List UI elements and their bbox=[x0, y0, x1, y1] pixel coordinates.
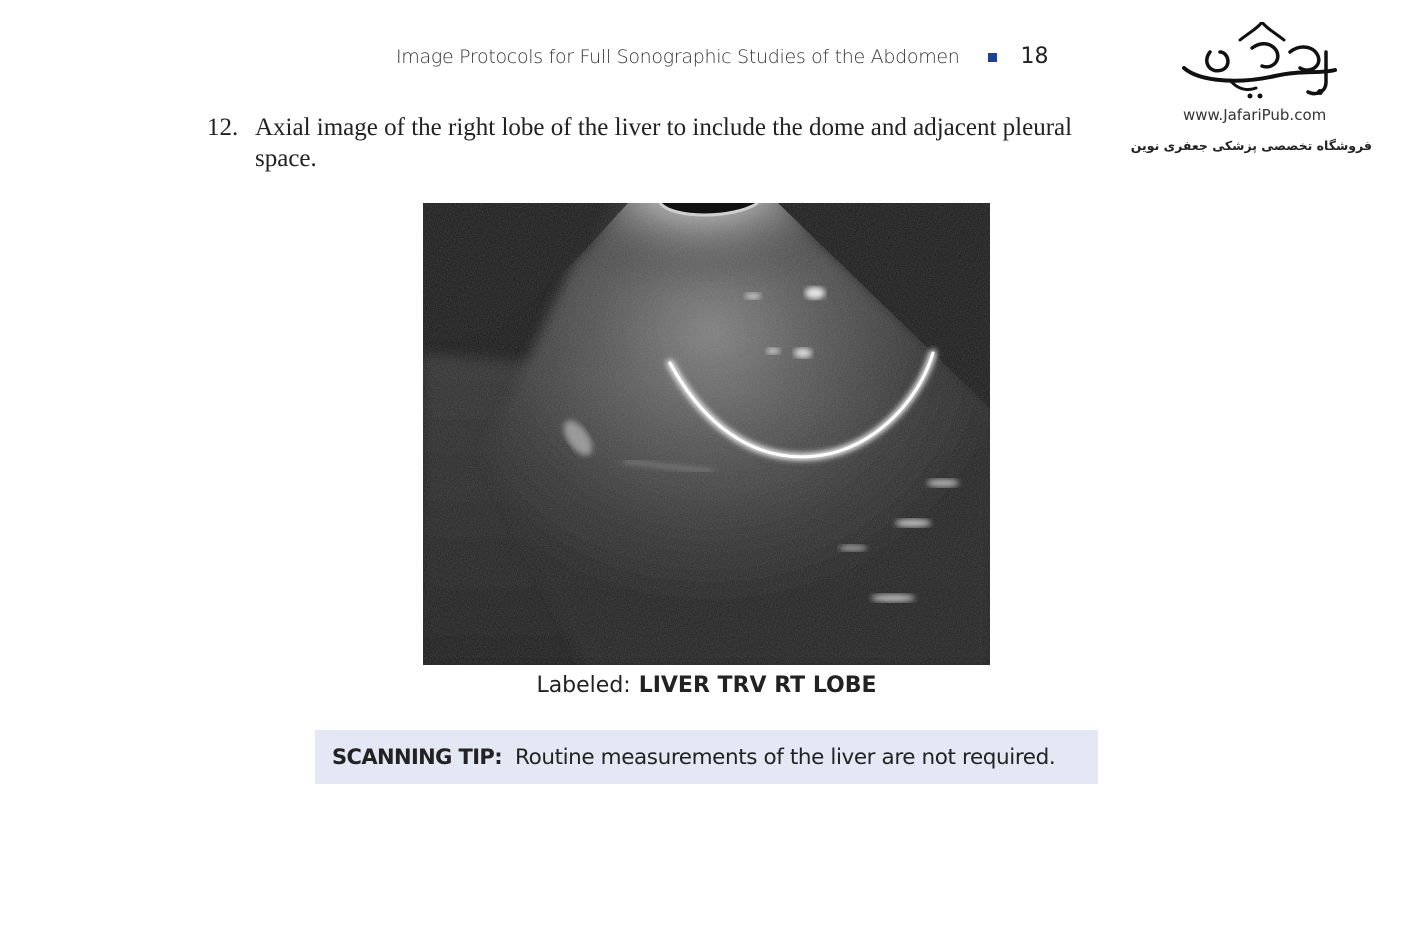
protocol-item-number: 12. bbox=[207, 114, 239, 141]
publisher-tagline: فروشگاه تخصصی پزشکی جعفری نوین bbox=[1130, 138, 1372, 153]
running-title: Image Protocols for Full Sonographic Studies of the Abdomen bbox=[396, 45, 960, 68]
publisher-logo-icon bbox=[1180, 22, 1340, 104]
caption-prefix: Labeled: bbox=[536, 673, 631, 698]
scanning-tip-label: SCANNING TIP: bbox=[332, 745, 503, 769]
protocol-item bbox=[207, 112, 1137, 174]
figure-caption bbox=[0, 673, 1413, 698]
protocol-item-text: Axial image of the right lobe of the liver to include the dome and adjacent pleural space. bbox=[255, 114, 1073, 172]
page-number: 18 bbox=[1020, 44, 1049, 69]
publisher-watermark bbox=[1130, 22, 1375, 162]
header-square-bullet bbox=[988, 53, 997, 62]
ultrasound-scan-graphic bbox=[423, 203, 990, 665]
caption-label: LIVER TRV RT LOBE bbox=[638, 673, 877, 698]
scanning-tip-box bbox=[315, 730, 1098, 784]
ultrasound-image bbox=[423, 203, 990, 665]
publisher-url: www.JafariPub.com bbox=[1183, 106, 1327, 124]
scanning-tip-text: Routine measurements of the liver are not required. bbox=[515, 744, 1056, 770]
running-head bbox=[396, 44, 1049, 69]
